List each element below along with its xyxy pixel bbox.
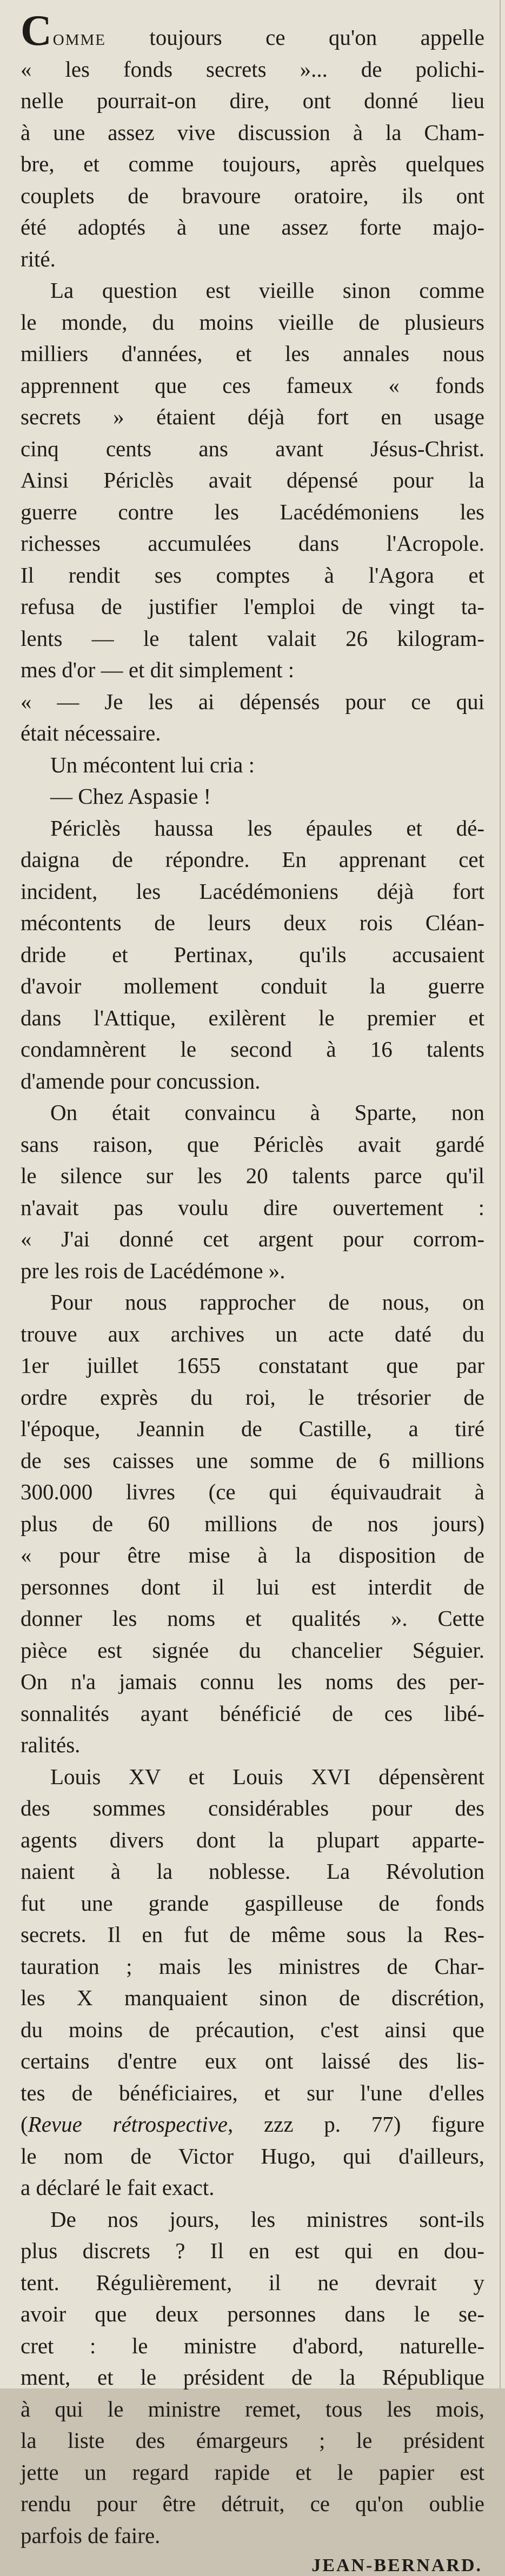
text-line: été adoptés à une assez forte majo- [21,215,484,239]
text-line: rité. [21,246,56,271]
text-line: plus discrets ? Il en est qui en dou- [21,2238,484,2263]
text-line: « les fonds secrets »... de polichi- [21,56,484,82]
paragraph-1 [21,7,484,275]
text-line: certains d'entre eux ont laissé des lis- [21,2048,484,2073]
text-line: était nécessaire. [21,720,161,745]
text-line: a déclaré le fait exact. [21,2175,215,2200]
paragraph-5 [21,812,484,1097]
text-line: Un mécontent lui cria : [50,752,255,777]
drop-cap: C [21,7,53,55]
text-line: (Revue rétrospective, zzz p. 77) figure [21,2112,484,2137]
text-line: « J'ai donné cet argent pour corrom- [21,1226,484,1251]
text-line: Ainsi Périclès avait dépensé pour la [21,468,484,492]
text-line: tent. Régulièrement, il ne devrait y [21,2270,484,2295]
paragraph-2 [21,275,484,749]
text-line: n'avait pas voulu dire ouvertement : [21,1194,484,1220]
text-line: refusa de justifier l'emploi de vingt ta- [21,594,484,619]
text-line: condamnèrent le second à 16 talents [21,1037,484,1062]
text-line: Comme toujours ce qu'on appelle [21,7,484,55]
text-line: — Chez Aspasie ! [50,784,211,809]
text-line: Louis XV et Louis XVI dépensèrent [50,1764,484,1789]
text-line: donner les noms et qualités ». Cette [21,1606,484,1631]
text-line: lents — le talent valait 26 kilogram- [21,625,484,651]
text-line: le nom de Victor Hugo, qui d'ailleurs, [21,2143,484,2168]
text-line: naient à la noblesse. La Révolution [21,1859,484,1884]
text-line: bre, et comme toujours, après quelques [21,151,484,176]
author-signature: JEAN-BERNARD. [311,2555,482,2575]
text-line: sans raison, que Périclès avait gardé [21,1131,484,1157]
paragraph-4 [21,780,484,812]
column-rule [500,0,501,2388]
text-line: mécontents de leurs deux rois Cléan- [21,910,484,935]
text-line: mes d'or — et dit simplement : [21,657,295,682]
text-line: sonnalités ayant bénéficié de ces libé- [21,1700,484,1726]
text-line: ment, et le président de la République [21,2365,484,2390]
text-line: 300.000 livres (ce qui équivaudrait à [21,1479,484,1504]
paragraph-9 [21,2204,484,2552]
paragraph-6 [21,1097,484,1286]
paragraph-7 [21,1286,484,1761]
text-line: Pour nous rapprocher de nous, on [50,1290,484,1314]
text-line: d'avoir mollement conduit la guerre [21,973,484,998]
text-line: ordre exprès du roi, le trésorier de [21,1384,484,1410]
text-line: richesses accumulées dans l'Acropole. [21,531,484,556]
text-line: nelle pourrait-on dire, ont donné lieu [21,88,484,113]
text-line: agents divers dont la plupart apparte- [21,1827,484,1852]
text-line: dans l'Attique, exilèrent le premier et [21,1005,484,1030]
text-line: incident, les Lacédémoniens déjà fort [21,878,484,904]
text-line: pre les rois de Lacédémone ». [21,1258,285,1283]
text-line: Périclès haussa les épaules et dé- [50,815,484,840]
text-line: cret : le ministre d'abord, naturelle- [21,2333,484,2358]
text-line: les X manquaient sinon de discrétion, [21,1985,484,2010]
text-line: rendu pour être détruit, ce qu'on oublie [21,2491,484,2516]
text-line: d'amende pour concussion. [21,1068,261,1093]
text-line: « pour être mise à la disposition de [21,1543,484,1567]
text-line: avoir que deux personnes dans le se- [21,2301,484,2326]
text-line: pièce est signée du chancelier Séguier. [21,1637,484,1663]
paragraph-3 [21,749,484,781]
text-line: jette un regard rapide et le papier est [21,2459,484,2485]
italic-reference: Revue rétrospective [28,2112,228,2137]
text-line: De nos jours, les ministres sont-ils [50,2206,484,2232]
text-line: On n'a jamais connu les noms des per- [21,1669,484,1694]
text-line: daigna de répondre. En apprenant cet [21,847,484,872]
text-line: Il rendit ses comptes à l'Agora et [21,562,484,588]
text-line: la liste des émargeurs ; le président [21,2428,484,2453]
text-line: fut une grande gaspilleuse de fonds [21,1890,484,1916]
text-line: secrets » étaient déjà fort en usage [21,404,484,429]
text-line: milliers d'années, et les annales nous [21,341,484,366]
text-line: des sommes considérables pour des [21,1796,484,1820]
text-line: dride et Pertinax, qu'ils accusaient [21,942,484,967]
text-line: à une assez vive discussion à la Cham- [21,119,484,145]
text-line: tauration ; mais les ministres de Char- [21,1953,484,1979]
text-line: ralités. [21,1732,81,1757]
text-line: tes de bénéficiaires, et sur l'une d'elles [21,2080,484,2105]
small-caps-word: omme [52,25,107,50]
text-line: « — Je les ai dépensés pour ce qui [21,689,484,714]
text-line: le silence sur les 20 talents parce qu'il [21,1163,484,1188]
text-line: couplets de bravoure oratoire, ils ont [21,183,484,208]
text-line: La question est vieille sinon comme [50,278,484,303]
text-line: secrets. Il en fut de même sous la Res- [21,1922,484,1947]
text-line: du moins de précaution, c'est ainsi que [21,2017,484,2042]
text-line: apprennent que ces fameux « fonds [21,372,484,398]
text-line: On était convaincu à Sparte, non [50,1100,484,1125]
text-line: l'époque, Jeannin de Castille, a tiré [21,1416,484,1441]
text-line: le monde, du moins vieille de plusieurs [21,309,484,335]
text-line: guerre contre les Lacédémoniens les [21,499,484,524]
text-line: cinq cents ans avant Jésus-Christ. [21,436,484,461]
text-line: trouve aux archives un acte daté du [21,1321,484,1346]
text-line: plus de 60 millions de nos jours) [21,1511,484,1536]
text-line: personnes dont il lui est interdit de [21,1574,484,1599]
text-line: à qui le ministre remet, tous les mois, [21,2396,484,2421]
paragraph-8 [21,1761,484,2204]
text-line: 1er juillet 1655 constatant que par [21,1353,484,1378]
text-line: parfois de faire. [21,2522,161,2548]
text-line: de ses caisses une somme de 6 millions [21,1447,484,1473]
